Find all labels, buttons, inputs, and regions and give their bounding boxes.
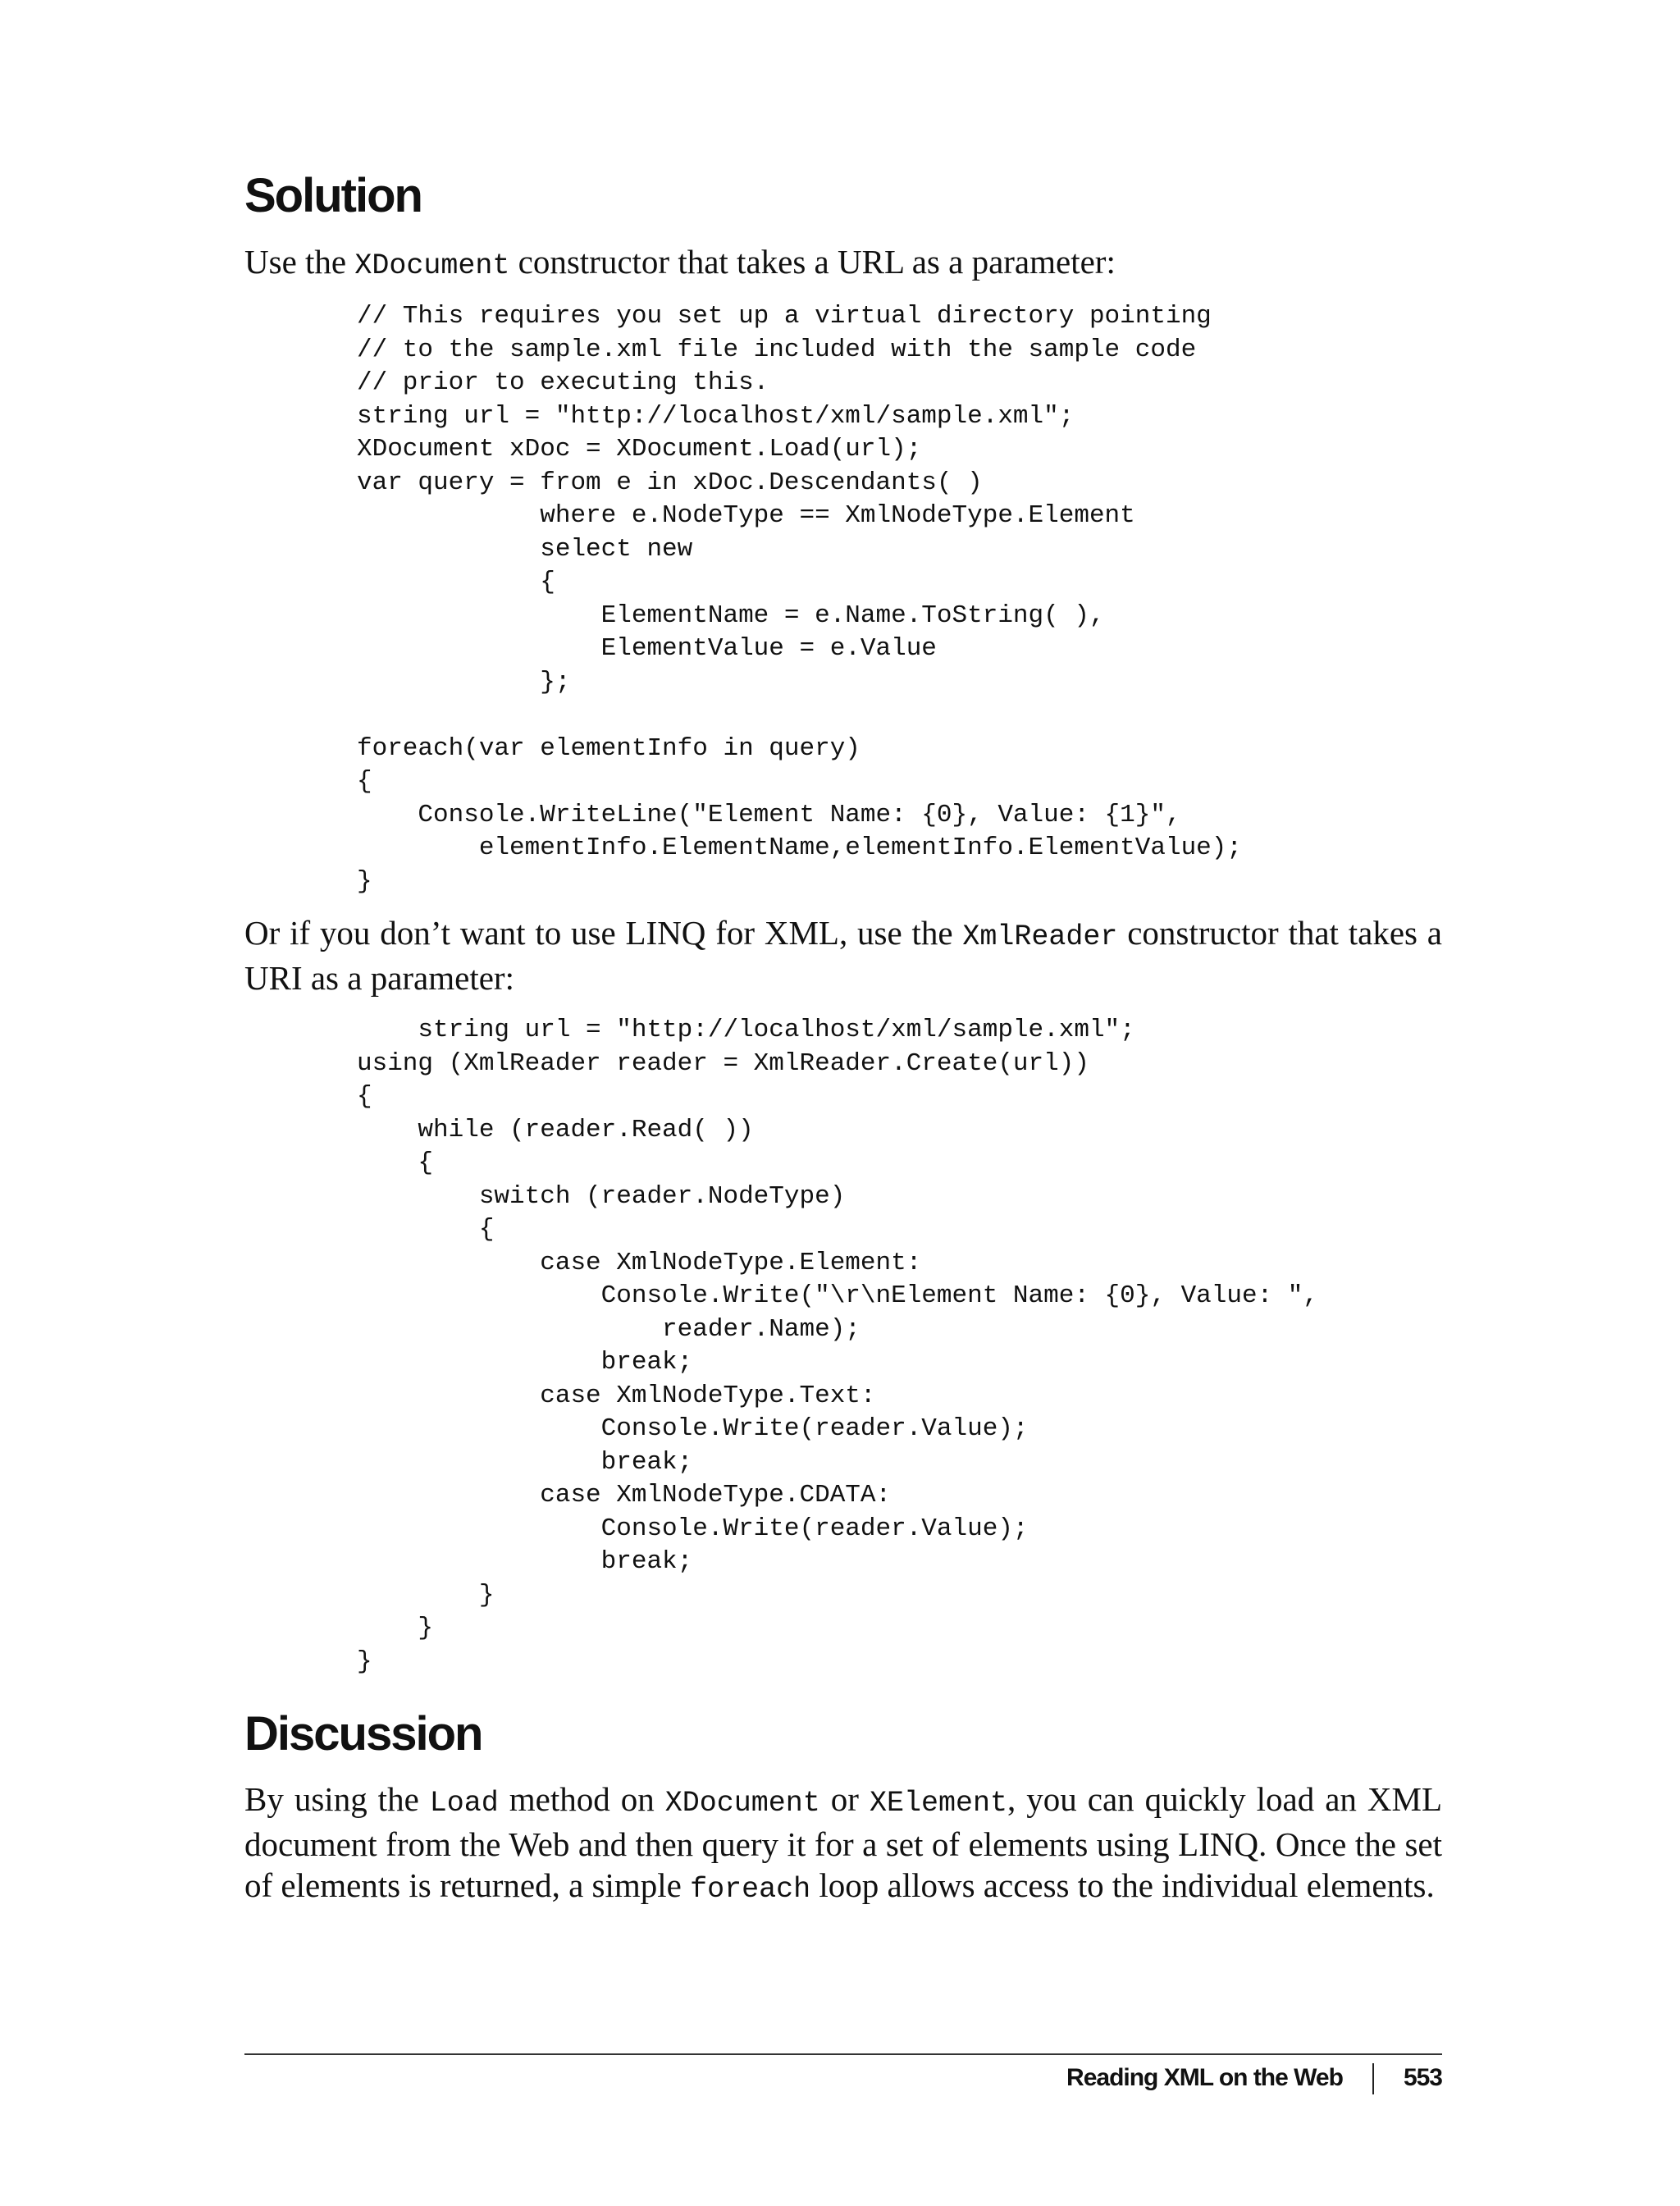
page-number: 553 — [1403, 2064, 1442, 2091]
solution-intro — [244, 241, 1442, 286]
code-block-xmlreader: string url = "http://localhost/xml/sample.xml"; using (XmlReader reader = XmlReader.Create(url)) { while (reader.Read( )) { switch (reader.NodeType) { case XmlNodeType.Element: Console.Write("\r\nElement Name: {0}, Value: ", reader.Name); break; case XmlNodeType.Text: Console.Write(reader.Value); break; case XmlNodeType.CDATA: Console.Write(reader.Value); break; } } } — [357, 1016, 1318, 1676]
intro-text-before: Use the — [244, 243, 355, 281]
alt-text-before: Or if you don’t want to use LINQ for XML, use the — [244, 914, 963, 952]
page-footer — [1066, 2062, 1442, 2094]
footer-separator — [1372, 2063, 1374, 2094]
discussion-heading: Discussion — [244, 1707, 482, 1761]
discussion-text-3: or — [819, 1780, 870, 1818]
intro-text-after: constructor that takes a URL as a parameter: — [509, 243, 1116, 281]
discussion-code-load: Load — [429, 1787, 499, 1820]
discussion-text-4: , you can quickly load an XML document from the Web and then query it for a set of elements using LINQ. Once the set of elements is returned, a simple — [244, 1780, 1443, 1904]
alt-code-xmlreader: XmlReader — [962, 920, 1118, 953]
solution-heading: Solution — [244, 169, 422, 222]
discussion-text-5: loop allows access to the individual elements. — [810, 1866, 1435, 1904]
discussion-code-xelement: XElement — [869, 1787, 1007, 1820]
alt-text-after: constructor that takes a URI as a parameter: — [244, 914, 1442, 997]
discussion-text-2: method on — [498, 1780, 665, 1818]
intro-code-xdocument: XDocument — [354, 249, 510, 282]
discussion-code-xdocument: XDocument — [664, 1787, 820, 1820]
footer-section-title: Reading XML on the Web — [1066, 2064, 1343, 2091]
footer-rule — [244, 2053, 1442, 2055]
discussion-text-1: By using the — [244, 1780, 430, 1818]
discussion-paragraph — [244, 1779, 1442, 1910]
code-block-linq: // This requires you set up a virtual directory pointing // to the sample.xml file included with the sample code // prior to executing this. string url = "http://localhost/xml/sample.xml"; XDocument xDoc = XDocument.Load(url); var query = from e in xDoc.Descendants( ) where e.NodeType == XmlNodeType.Element select new { ElementName = e.Name.ToString( ), ElementValue = e.Value }; foreach(var elementInfo in query) { Console.WriteLine("Element Name: {0}, Value: {1}", elementInfo.ElementName,elementInfo.ElementValue); } — [357, 302, 1242, 896]
solution-alternative — [244, 912, 1442, 998]
discussion-code-foreach: foreach — [690, 1873, 811, 1906]
